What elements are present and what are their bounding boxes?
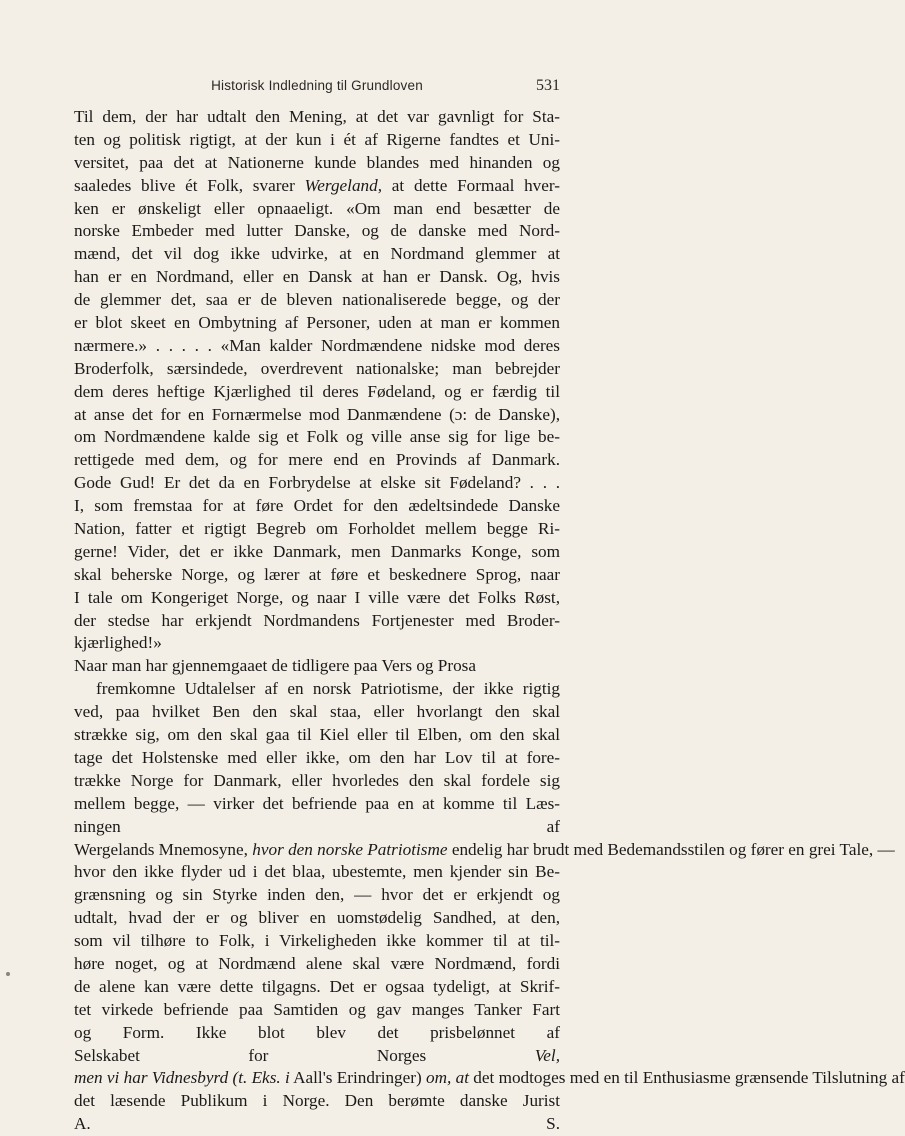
- margin-dot: [6, 972, 10, 976]
- text-line: men vi har Vidnesbyrd (t. Eks. i Aall's Erindringer) om, at det modtoges med en til Enthusiasme grænsende Tilslutning af: [74, 1068, 905, 1088]
- text-line: de alene kan være dette tilgagns. Det er ogsaa tydeligt, at Skrif-: [74, 976, 560, 996]
- italic-memoir: om, at: [426, 1068, 469, 1088]
- text-line: skal beherske Norge, og lærer at føre et beskednere Sprog, naar: [74, 564, 560, 584]
- text-line: dem deres heftige Kjærlighed til deres Fødeland, og er færdig til: [74, 381, 560, 401]
- text-line: det læsende Publikum i Norge. Den berømte danske Jurist: [74, 1091, 560, 1111]
- text-line: hvor den ikke flyder ud i det blaa, ubestemte, men kjender sin Be-: [74, 862, 560, 882]
- text-line: A. S.: [74, 1114, 560, 1134]
- text-line: trække Norge for Danmark, eller hvorledes den skal fordele sig: [74, 770, 560, 790]
- text-line: om Nordmændene kalde sig et Folk og ville anse sig for lige be-: [74, 427, 560, 447]
- text-line: han er en Nordmand, eller en Dansk at han er Dansk. Og, hvis: [74, 267, 560, 287]
- text-line: som vil tilhøre to Folk, i Virkeligheden ikke kommer til at til-: [74, 931, 560, 951]
- text-line: Broderfolk, særsindede, overdrevent nationalske; man bebrejder: [74, 358, 560, 378]
- text-line: de glemmer det, saa er de bleven nationaliserede begge, og der: [74, 290, 560, 310]
- text-line: ken er ønskeligt eller opnaaeligt. «Om man end besætter de: [74, 198, 560, 218]
- text-line: norske Embeder med lutter Danske, og de danske med Nord-: [74, 221, 560, 241]
- text-line: strække sig, om den skal gaa til Kiel eller til Elben, om den skal: [74, 725, 560, 745]
- text-line: tet virkede befriende paa Samtiden og gav manges Tanker Fart: [74, 999, 560, 1019]
- italic-society-cont: men vi har Vidnesbyrd (t. Eks. i: [74, 1068, 290, 1088]
- text-line: nærmere.» . . . . . «Man kalder Nordmændene nidske mod deres: [74, 335, 560, 355]
- italic-name: Wergeland,: [304, 175, 383, 195]
- text-line: versitet, paa det at Nationerne kunde blandes med hinanden og: [74, 152, 560, 172]
- text-line: er blot skeet en Ombytning af Personer, uden at man er kommen: [74, 313, 560, 333]
- text-line: kjærlighed!»: [74, 633, 162, 653]
- page-number: 531: [536, 77, 560, 94]
- text-line: grænsning og sin Styrke inden den, — hvor det er erkjendt og: [74, 885, 560, 905]
- text-line: ningen af: [74, 816, 560, 836]
- text-line: rettigede med dem, og for mere end en Provinds af Danmark.: [74, 450, 560, 470]
- text-line: høre noget, og at Nordmænd alene skal være Nordmænd, fordi: [74, 953, 560, 973]
- paragraph-first-line: fremkomne Udtalelser af en norsk Patriotisme, der ikke rigtig: [96, 679, 560, 699]
- text-line: gerne! Vider, det er ikke Danmark, men Danmarks Konge, som: [74, 541, 560, 561]
- text-line: ved, paa hvilket Ben den skal staa, eller hvorlangt den skal: [74, 702, 560, 722]
- text-line: Selskabet for Norges Vel,: [74, 1045, 560, 1065]
- body-text: [74, 106, 905, 1136]
- text-line: Til dem, der har udtalt den Mening, at det var gavnligt for Sta-: [74, 107, 560, 126]
- text-line: mænd, det vil dog ikke udvirke, at en Nordmand glemmer at: [74, 244, 560, 264]
- text-line: Nation, fatter et rigtigt Begreb om Forholdet mellem begge Ri-: [74, 519, 560, 539]
- text-line: I, som fremstaa for at føre Ordet for den ædeltsindede Danske: [74, 496, 560, 516]
- text-line: Wergelands Mnemosyne, hvor den norske Patriotisme endelig har brudt med Bedemandsstilen og fører en grei Tale, —: [74, 839, 895, 859]
- text-line: at anse det for en Fornærmelse mod Danmændene (ɔ: de Danske),: [74, 404, 560, 424]
- text-line: ten og politisk rigtigt, at der kun i ét af Rigerne fandtes et Uni-: [74, 129, 560, 149]
- text-line: tage det Holstenske med eller ikke, om den har Lov til at fore-: [74, 747, 560, 767]
- italic-title: hvor den norske Patriotisme: [252, 839, 448, 859]
- text-line: I tale om Kongeriget Norge, og naar I ville være det Folks Røst,: [74, 587, 560, 607]
- text-line: Naar man har gjennemgaaet de tidligere paa Vers og Prosa: [74, 656, 476, 676]
- text-line: Gode Gud! Er det da en Forbrydelse at elske sit Fødeland? . . .: [74, 473, 560, 493]
- text-line: saaledes blive ét Folk, svarer Wergeland, at dette Formaal hver-: [74, 175, 561, 195]
- text-line: og Form. Ikke blot blev det prisbelønnet af: [74, 1022, 560, 1042]
- italic-society: Vel,: [534, 1045, 560, 1065]
- running-head: [74, 78, 560, 98]
- text-line: udtalt, hvad der er og bliver en uomstødelig Sandhed, at den,: [74, 908, 560, 928]
- text-line: der stedse har erkjendt Nordmandens Fortjenester med Broder-: [74, 610, 560, 630]
- running-title: Historisk Indledning til Grundloven: [211, 78, 423, 93]
- text-line: mellem begge, — virker det befriende paa en at komme til Læs-: [74, 793, 560, 813]
